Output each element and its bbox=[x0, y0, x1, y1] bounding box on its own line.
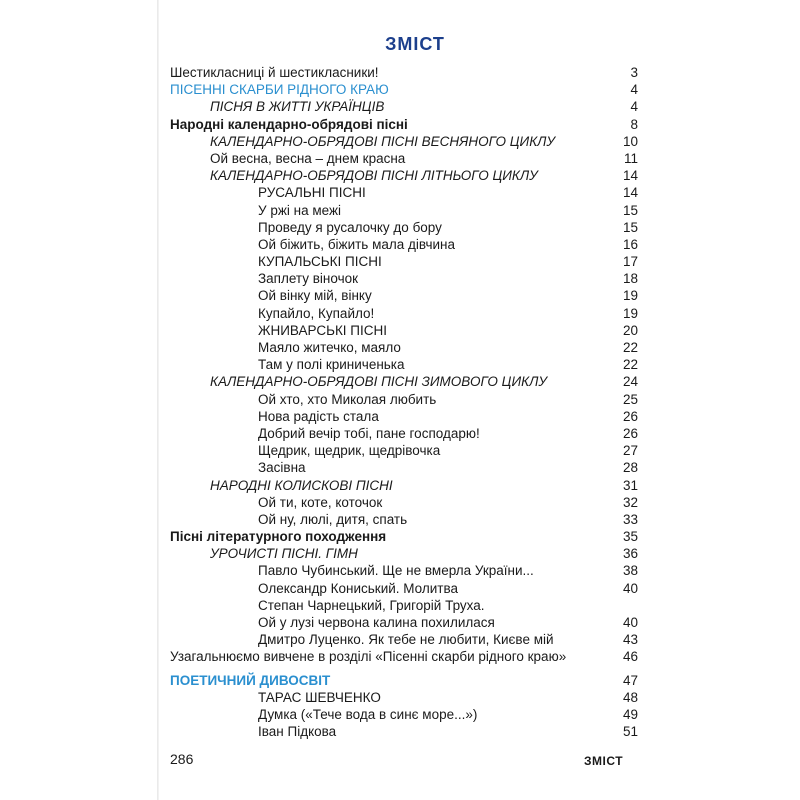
toc-entry bbox=[170, 116, 638, 133]
toc-entry-page: 14 bbox=[622, 185, 638, 201]
toc-entry bbox=[170, 322, 638, 339]
toc-entry bbox=[170, 494, 638, 511]
toc-entry-page: 4 bbox=[630, 99, 638, 115]
toc-entry-page: 31 bbox=[622, 477, 638, 493]
toc-entry-page: 19 bbox=[622, 305, 638, 321]
toc-entry-title: Ой хто, хто Миколая любить bbox=[258, 391, 437, 407]
page-title: ЗМІСТ bbox=[385, 34, 445, 54]
toc-entry-title: Павло Чубинський. Ще не вмерла України... bbox=[258, 563, 534, 579]
toc-entry-page: 15 bbox=[622, 202, 638, 218]
toc-entry bbox=[170, 528, 638, 545]
toc-entry bbox=[170, 253, 638, 270]
toc-entry-title: КУПАЛЬСЬКІ ПІСНІ bbox=[258, 254, 382, 270]
page-edge-shadow bbox=[157, 0, 159, 800]
toc-entry bbox=[170, 672, 638, 689]
toc-entry bbox=[170, 597, 638, 631]
toc-entry-title: Думка («Тече вода в синє море...») bbox=[258, 706, 478, 722]
toc-entry bbox=[170, 133, 638, 150]
toc-entry bbox=[170, 202, 638, 219]
toc-entry-page: 48 bbox=[622, 689, 638, 705]
toc-entry-title: КАЛЕНДАРНО-ОБРЯДОВІ ПІСНІ ЗИМОВОГО ЦИКЛУ bbox=[210, 374, 547, 390]
toc-entry-page: 40 bbox=[622, 615, 638, 630]
table-of-contents bbox=[170, 64, 638, 740]
toc-entry bbox=[170, 167, 638, 184]
toc-entry-page: 33 bbox=[622, 511, 638, 527]
toc-entry bbox=[170, 442, 638, 459]
toc-entry-page: 16 bbox=[622, 236, 638, 252]
toc-entry bbox=[170, 648, 638, 665]
toc-entry-title: Ой ти, коте, коточок bbox=[258, 494, 383, 510]
toc-entry bbox=[170, 373, 638, 390]
toc-entry bbox=[170, 81, 638, 98]
toc-entry-page: 47 bbox=[622, 672, 638, 688]
toc-entry-page: 22 bbox=[622, 340, 638, 355]
toc-entry-title: Засівна bbox=[258, 460, 306, 476]
toc-entry bbox=[170, 287, 638, 304]
toc-entry-title: Шестикласниці й шестикласники! bbox=[170, 65, 379, 80]
toc-entry bbox=[170, 391, 638, 408]
toc-entry-page: 28 bbox=[622, 460, 638, 476]
toc-entry-title: РУСАЛЬНІ ПІСНІ bbox=[258, 185, 366, 201]
toc-entry bbox=[170, 305, 638, 322]
toc-entry-title: Олександр Кониський. Молитва bbox=[258, 580, 459, 596]
toc-entry-page: 17 bbox=[622, 254, 638, 270]
toc-entry-title: Заплету віночок bbox=[258, 271, 359, 287]
toc-entry bbox=[170, 98, 638, 115]
toc-entry-page: 38 bbox=[622, 563, 638, 579]
toc-entry bbox=[170, 150, 638, 167]
toc-entry bbox=[170, 580, 638, 597]
toc-entry-page: 11 bbox=[623, 150, 638, 166]
toc-entry-title: Щедрик, щедрик, щедрівочка bbox=[258, 443, 441, 459]
toc-entry bbox=[170, 459, 638, 476]
toc-entry-page: 26 bbox=[622, 408, 638, 424]
page-number: 286 bbox=[170, 751, 194, 767]
toc-entry-title: Степан Чарнецький, Григорій Труха. Ой у лузі червона калина похилилася bbox=[258, 597, 495, 631]
toc-entry-title: УРОЧИСТІ ПІСНІ. ГІМН bbox=[210, 546, 358, 562]
toc-entry-page: 35 bbox=[622, 529, 638, 545]
toc-entry-page: 27 bbox=[622, 443, 638, 459]
toc-entry bbox=[170, 689, 638, 706]
toc-entry-page: 49 bbox=[622, 706, 638, 722]
toc-entry bbox=[170, 236, 638, 253]
toc-entry bbox=[170, 356, 638, 373]
toc-entry-title: КАЛЕНДАРНО-ОБРЯДОВІ ПІСНІ ВЕСНЯНОГО ЦИКЛУ bbox=[210, 133, 556, 149]
toc-entry-page: 20 bbox=[622, 322, 638, 338]
toc-entry-page: 46 bbox=[622, 649, 638, 665]
toc-entry-title: Купайло, Купайло! bbox=[258, 305, 375, 321]
toc-entry-page: 18 bbox=[622, 271, 638, 287]
toc-entry-page: 24 bbox=[622, 374, 638, 390]
toc-entry-title: Нова радість стала bbox=[258, 408, 379, 424]
toc-entry bbox=[170, 339, 638, 356]
toc-entry bbox=[170, 425, 638, 442]
toc-entry-title: Там у полі криниченька bbox=[258, 357, 405, 373]
toc-entry-page: 8 bbox=[630, 116, 638, 132]
toc-entry-title: Іван Підкова bbox=[258, 724, 337, 740]
toc-entry-page: 26 bbox=[622, 425, 638, 441]
toc-entry-page: 10 bbox=[622, 133, 638, 149]
toc-entry bbox=[170, 408, 638, 425]
toc-entry-page: 25 bbox=[622, 391, 638, 407]
toc-entry-title: Пісні літературного походження bbox=[170, 529, 387, 545]
toc-entry-title: НАРОДНІ КОЛИСКОВІ ПІСНІ bbox=[210, 477, 393, 493]
toc-entry bbox=[170, 270, 638, 287]
toc-entry-title: ПОЕТИЧНИЙ ДИВОСВІТ bbox=[170, 672, 331, 688]
toc-entry-title: Ой весна, весна – днем красна bbox=[210, 150, 406, 166]
toc-entry-page: 32 bbox=[622, 494, 638, 510]
toc-entry-title: КАЛЕНДАРНО-ОБРЯДОВІ ПІСНІ ЛІТНЬОГО ЦИКЛУ bbox=[210, 168, 538, 184]
toc-entry-title: Ой ну, люлі, дитя, спать bbox=[258, 511, 408, 527]
toc-entry-title: У ржі на межі bbox=[258, 202, 341, 218]
toc-entry-title: Маяло житечко, маяло bbox=[258, 340, 401, 355]
toc-entry-page: 19 bbox=[622, 288, 638, 304]
toc-entry-title: ЖНИВАРСЬКІ ПІСНІ bbox=[258, 322, 388, 338]
toc-entry bbox=[170, 511, 638, 528]
toc-entry-page: 3 bbox=[630, 65, 638, 80]
toc-entry-page: 51 bbox=[622, 724, 638, 740]
toc-entry bbox=[170, 64, 638, 81]
toc-entry bbox=[170, 545, 638, 562]
toc-entry bbox=[170, 631, 638, 648]
toc-entry-page: 22 bbox=[622, 357, 638, 373]
toc-entry-page: 14 bbox=[622, 168, 638, 184]
toc-entry-title: Проведу я русалочку до бору bbox=[258, 219, 442, 235]
toc-entry-title: ПІСЕННІ СКАРБИ РІДНОГО КРАЮ bbox=[170, 82, 389, 98]
toc-entry-title: Добрий вечір тобі, пане господарю! bbox=[258, 425, 480, 441]
toc-entry bbox=[170, 477, 638, 494]
toc-entry bbox=[170, 184, 638, 201]
toc-entry-title: ПІСНЯ В ЖИТТІ УКРАЇНЦІВ bbox=[210, 99, 385, 115]
toc-entry-title: Узагальнюємо вивчене в розділі «Пісенні скарби рідного краю» bbox=[170, 649, 567, 665]
toc-entry-page: 40 bbox=[622, 580, 638, 596]
toc-entry-title: Ой вінку мій, вінку bbox=[258, 288, 372, 304]
toc-entry bbox=[170, 706, 638, 723]
toc-entry-page: 43 bbox=[622, 632, 638, 648]
toc-entry-title: Ой біжить, біжить мала дівчина bbox=[258, 236, 455, 252]
toc-entry-page: 4 bbox=[630, 82, 638, 98]
toc-entry-page: 15 bbox=[622, 219, 638, 235]
running-footer: ЗМІСТ bbox=[584, 754, 624, 768]
toc-entry-title: Дмитро Луценко. Як тебе не любити, Києве мій bbox=[258, 632, 554, 648]
toc-entry-title: ТАРАС ШЕВЧЕНКО bbox=[258, 689, 381, 705]
toc-entry bbox=[170, 723, 638, 740]
toc-entry bbox=[170, 562, 638, 579]
toc-entry-page: 36 bbox=[622, 546, 638, 562]
toc-entry-title: Народні календарно-обрядові пісні bbox=[170, 116, 408, 132]
toc-entry bbox=[170, 219, 638, 236]
